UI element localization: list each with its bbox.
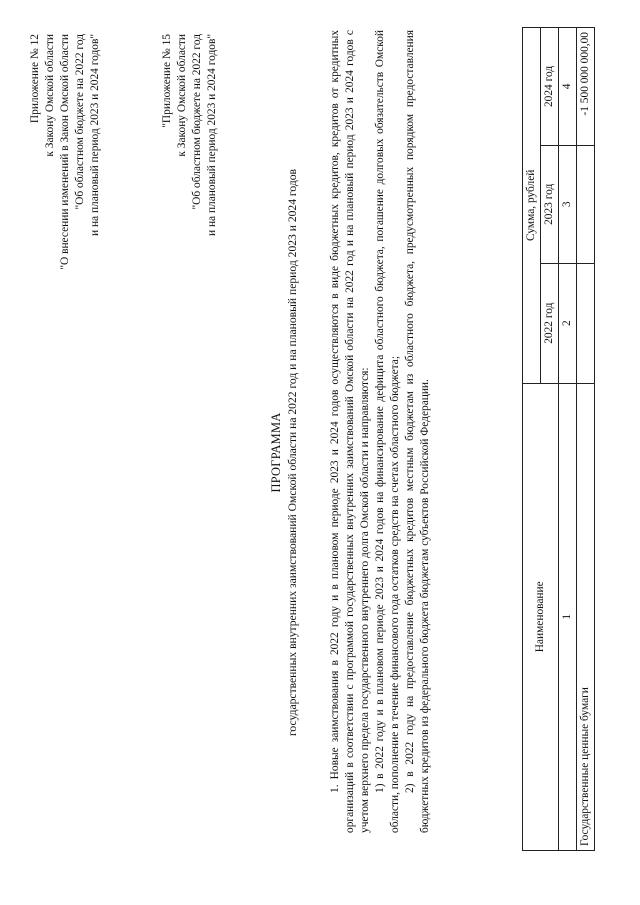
header-year-2023: 2023 год: [541, 145, 559, 263]
annex-line: "О внесении изменений в Закон Омской области: [59, 34, 72, 270]
annex-line: к Закону Омской области: [44, 34, 57, 157]
header-year-2024: 2024 год: [541, 28, 559, 146]
column-number: 4: [559, 28, 577, 146]
table-row: [577, 28, 595, 851]
column-number: 3: [559, 145, 577, 263]
annex-line: Приложение № 12: [29, 34, 41, 124]
column-number: 1: [559, 383, 577, 850]
annex-line: "Приложение № 15: [161, 34, 173, 128]
header-sum: Сумма, рублей: [523, 28, 541, 384]
annex-line: и на плановый период 2023 и 2024 годов": [206, 34, 219, 236]
annex-15-header: [160, 34, 220, 236]
annex-line: и на плановый период 2023 и 2024 годов": [89, 34, 102, 236]
paragraph-1-item-2: 2) в 2022 году на предоставление бюджетных кредитов местным бюджетам из областного бюджета, предусмотренных порядком предоставления бюджетных кредитов из федерального бюджета бюджетам субъектов Российской Федерации.: [404, 30, 432, 833]
row-value-2022: [577, 263, 595, 383]
program-heading: ПРОГРАММА: [269, 412, 283, 493]
paragraph-1: 1. Новые заимствования в 2022 году и в плановом периоде 2023 и 2024 годов осуществляются в виде бюджетных кредитов, кредитов от кредитных организаций в соответствии с программой государственных внутренних заимствований Омской области на 2022 год и на плановый период 2023 и 2024 годов с учетом верхнего предела государственного внутреннего долга Омской области и направляются:: [329, 30, 372, 833]
borrowings-table: [522, 27, 595, 851]
header-name: Наименование: [523, 383, 559, 850]
program-title: [268, 0, 301, 905]
annex-12-header: [28, 34, 103, 270]
program-subheading: государственных внутренних заимствований Омской области на 2022 год и на плановый период 2023 и 2024 годов: [286, 168, 300, 737]
header-year-2022: 2022 год: [541, 263, 559, 383]
annex-line: "Об областном бюджете на 2022 год: [191, 34, 204, 210]
program-body: [328, 30, 433, 833]
row-value-2024: -1 500 000 000,00: [577, 28, 595, 146]
column-number: 2: [559, 263, 577, 383]
row-value-2023: [577, 145, 595, 263]
row-name: Государственные ценные бумаги: [577, 383, 595, 850]
annex-line: к Закону Омской области: [176, 34, 189, 157]
paragraph-1-item-1: 1) в 2022 году и в плановом периоде 2023 и 2024 годов на финансирование дефицита областного бюджета, погашение долговых обязательств Омской области, пополнение в течение финансового года остатков средств на счетах областного бюджета;: [374, 30, 402, 833]
annex-line: "Об областном бюджете на 2022 год: [74, 34, 87, 210]
table-column-numbers-row: [559, 28, 577, 851]
table-header-row: [523, 28, 541, 851]
